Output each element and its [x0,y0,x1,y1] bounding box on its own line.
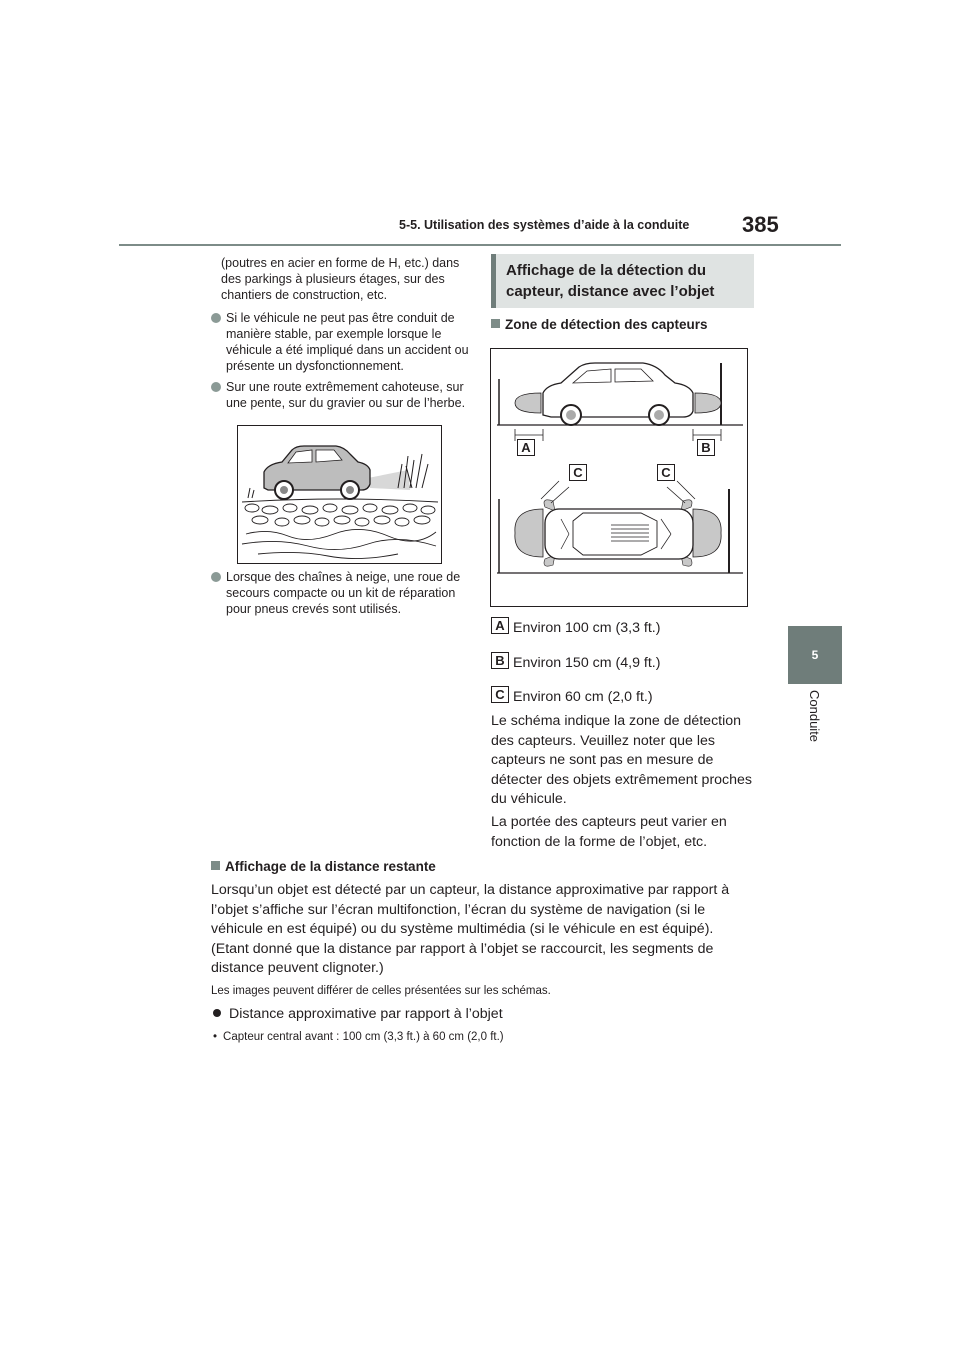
distance-bullet [211,1005,751,1025]
image-disclaimer: Les images peuvent différer de celles présentées sur les schémas. [211,985,551,997]
section-heading-box [491,254,754,308]
detection-range-note: La portée des capteurs peut varier en fonction de la forme de l’objet, etc. [491,814,727,850]
legend-key: A [491,617,509,634]
legend-key: C [491,686,509,703]
subheading-remaining-distance [211,859,436,874]
sub-bullet [213,1031,504,1043]
sensor-zone-figure [491,349,747,606]
sensor-zone-diagram [490,348,748,607]
chapter-label-text: Conduite [807,690,822,743]
list-item-text: Si le véhicule ne peut pas être conduit de manière stable, par exemple lorsque le véhicule a été impliqué dans un accident ou présente un dysfonctionnement. [226,311,469,373]
label-c-left: C [569,464,587,481]
list-item-text: Sur une route extrêmement cahoteuse, sur une pente, sur du gravier ou sur de l’herbe. [226,380,466,410]
legend-key: B [491,652,509,669]
list-item [226,310,473,374]
legend-text: Environ 150 cm (4,9 ft.) [513,655,661,671]
intro-text: (poutres en acier en forme de H, etc.) dans des parkings à plusieurs étages, sur des chantiers de construction, etc. [221,256,460,302]
subheading-detection-zone [491,317,708,332]
detection-zone-description: Le schéma indique la zone de détection des capteurs. Veuillez noter que les capteurs ne sont pas en mesure de détecter des objets extrêmement proches du véhicule. [491,713,753,807]
square-bullet-icon [211,861,220,870]
small-bullet-icon: • [213,1031,218,1043]
label-a: A [517,439,535,456]
legend-item-c [491,686,751,704]
distance-bullet-text: Distance approximative par rapport à l’objet [229,1006,503,1022]
section-heading: Affichage de la détection du capteur, distance avec l’objet [506,262,715,300]
bullet-dot-icon [211,313,221,323]
bullet-dot-icon [211,382,221,392]
chapter-tab[interactable]: 5 [788,626,842,684]
list-item [226,379,473,411]
label-c-right: C [657,464,675,481]
list-item [226,569,473,617]
square-bullet-icon [491,319,500,328]
legend-text: Environ 100 cm (3,3 ft.) [513,620,661,636]
subheading-text: Affichage de la distance restante [225,859,436,874]
page-number: 385 [742,212,779,237]
header-divider [119,244,841,246]
remaining-distance-paragraph: Lorsqu’un objet est détecté par un capteur, la distance approximative par rapport à l’objet s’affiche sur l’écran multifonction, l’écran du système de navigation (si le véhicule en est équipé) ou du système multimédia (si le véhicule en est équipé). (Etant donné que la distance par rapport à l’objet se raccourcit, les segments de distance peuvent clignoter.) [211,882,730,976]
bullet-dot-icon [211,572,221,582]
legend-text: Environ 60 cm (2,0 ft.) [513,689,653,705]
section-title: 5-5. Utilisation des systèmes d’aide à la conduite [399,218,690,232]
sub-bullet-text: Capteur central avant : 100 cm (3,3 ft.) à 60 cm (2,0 ft.) [223,1031,504,1043]
subheading-text: Zone de détection des capteurs [505,317,708,332]
chapter-label [784,690,844,760]
offroad-illustration [237,425,442,564]
legend-item-a [491,617,751,635]
label-b: B [697,439,715,456]
legend-item-b [491,652,751,670]
bullet-dot-icon [213,1009,221,1017]
offroad-car-figure [238,426,441,563]
list-item-text: Lorsque des chaînes à neige, une roue de secours compacte ou un kit de réparation pour pneus crevés sont utilisés. [226,570,461,616]
